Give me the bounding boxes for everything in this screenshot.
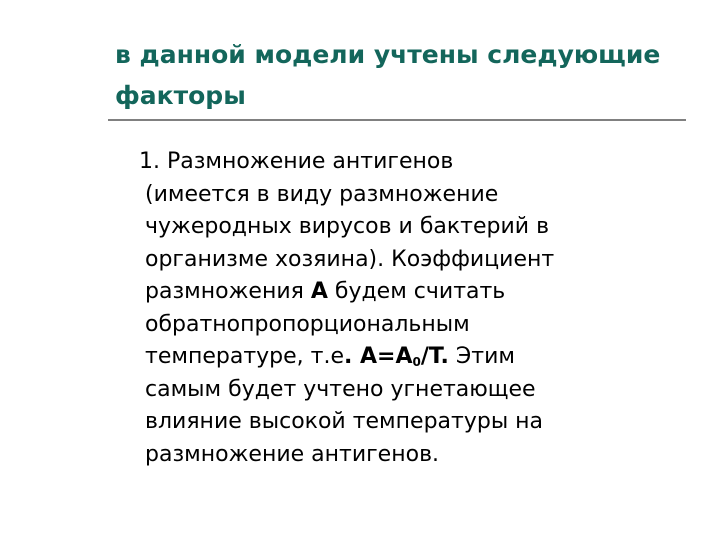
body-line-8: самым будет учтено угнетающее bbox=[145, 376, 536, 402]
body-text: размножения bbox=[145, 279, 311, 304]
coefficient-symbol: A bbox=[310, 279, 328, 304]
title-line-2: факторы bbox=[115, 81, 246, 110]
body-line-1: 1. Размножение антигенов bbox=[139, 149, 454, 174]
slide-title bbox=[115, 34, 695, 116]
body-text: температуре, т.е bbox=[145, 344, 344, 369]
body-line-5 bbox=[145, 276, 705, 309]
body-line-9: влияние высокой температуры на bbox=[145, 409, 544, 434]
title-line-1: в данной модели учтены следующие bbox=[115, 40, 661, 69]
body-line-4: организме хозяина). Коэффициент bbox=[145, 246, 555, 272]
formula-part: . A=A bbox=[343, 344, 413, 369]
body-text: Этим bbox=[448, 344, 515, 369]
formula-subscript: 0 bbox=[412, 355, 421, 369]
body-line-3: чужеродных вирусов и бактерий в bbox=[145, 214, 550, 239]
body-line-6: обратнопропорциональным bbox=[145, 311, 470, 337]
body-line-2: (имеется в виду размножение bbox=[145, 181, 499, 207]
body-text: будем считать bbox=[327, 279, 506, 304]
body-line-10: размножение антигенов. bbox=[145, 441, 440, 467]
body-line-7 bbox=[145, 341, 705, 374]
title-divider bbox=[108, 119, 686, 121]
slide-body-text bbox=[139, 146, 705, 471]
formula-part: /T. bbox=[420, 344, 449, 369]
